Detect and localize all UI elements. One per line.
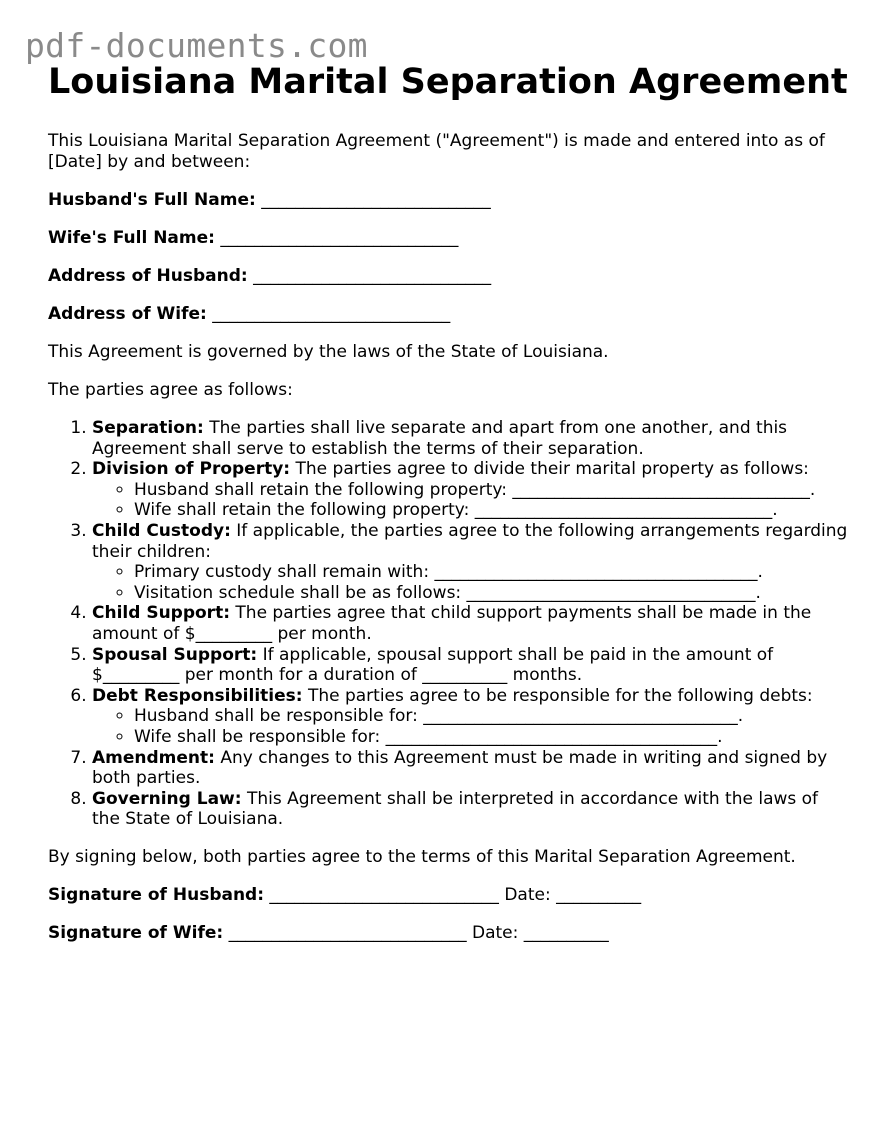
term-text: The parties agree to divide their marital property as follows: — [290, 459, 809, 480]
document-title: Louisiana Marital Separation Agreement — [48, 62, 848, 102]
term-amendment — [92, 748, 848, 789]
signature-blank[interactable]: ____________________________ — [223, 922, 467, 943]
term-heading: Amendment: — [92, 747, 215, 768]
sub-list — [92, 706, 848, 747]
sub-item: ◦ Visitation schedule shall be as follows: __________________________________. — [134, 583, 848, 604]
signature-label: Signature of Wife: — [48, 922, 224, 943]
term-child-custody — [92, 521, 848, 603]
closing-statement: By signing below, both parties agree to the terms of this Marital Separation Agreement. — [48, 846, 796, 867]
term-separation — [92, 418, 848, 459]
field-label: Address of Wife: — [48, 304, 207, 324]
signature-blank[interactable]: ___________________________ — [264, 884, 499, 905]
date-blank[interactable]: __________ — [556, 884, 642, 905]
blank-line[interactable]: ____________________________ — [247, 266, 492, 286]
term-text: The parties agree that child support payments shall be made in the amount of $_________ per month. — [92, 603, 812, 644]
term-text: Any changes to this Agreement must be made in writing and signed by both parties. — [92, 747, 828, 789]
sub-list — [92, 480, 848, 521]
wife-address-field — [48, 304, 848, 325]
terms-list — [48, 418, 848, 830]
blank-line[interactable]: ___________________________ — [255, 190, 491, 210]
term-child-support — [92, 603, 848, 644]
term-division-of-property — [92, 459, 848, 521]
blank-line[interactable]: ____________________________ — [206, 304, 451, 324]
date-label: Date: — [498, 884, 557, 905]
term-text: If applicable, spousal support shall be paid in the amount of $_________ per month for a duration of __________ months. — [92, 644, 774, 686]
term-text: This Agreement shall be interpreted in accordance with the laws of the State of Louisiana. — [92, 788, 819, 830]
date-label: Date: — [466, 922, 524, 943]
term-heading: Governing Law: — [92, 788, 242, 809]
term-heading: Child Support: — [92, 603, 230, 624]
term-heading: Spousal Support: — [92, 644, 258, 665]
term-text: The parties shall live separate and apart from one another, and this Agreement shall serve to establish the terms of their separation. — [92, 418, 788, 459]
field-label: Husband's Full Name: — [48, 190, 256, 210]
husband-name-field — [48, 190, 848, 211]
wife-signature-line — [48, 923, 848, 944]
term-heading: Debt Responsibilities: — [92, 685, 303, 706]
sub-item: ◦ Wife shall be responsible for: _______________________________________. — [134, 727, 848, 748]
term-debt-responsibilities — [92, 686, 848, 748]
document-body — [48, 61, 848, 944]
watermark-text: pdf-documents.com — [25, 26, 368, 65]
intro-paragraph: This Louisiana Marital Separation Agreement ("Agreement") is made and entered into as of [Date] by and between: — [48, 131, 825, 172]
husband-address-field — [48, 266, 848, 287]
sub-item: ◦ Husband shall retain the following property: ___________________________________. — [134, 480, 848, 501]
field-label: Wife's Full Name: — [48, 228, 215, 248]
term-text: The parties agree to be responsible for the following debts: — [302, 685, 813, 706]
sub-item: ◦ Primary custody shall remain with: ______________________________________. — [134, 562, 848, 583]
term-governing-law — [92, 789, 848, 830]
term-heading: Division of Property: — [92, 459, 291, 480]
governing-statement: This Agreement is governed by the laws of the State of Louisiana. — [48, 342, 609, 362]
term-text: If applicable, the parties agree to the following arrangements regarding their children: — [92, 520, 848, 562]
husband-signature-line — [48, 885, 848, 906]
date-blank[interactable]: __________ — [523, 922, 609, 943]
sub-list — [92, 562, 848, 603]
sub-item: ◦ Wife shall retain the following property: ___________________________________. — [134, 500, 848, 521]
agree-intro: The parties agree as follows: — [48, 380, 293, 400]
sub-item: ◦ Husband shall be responsible for: _____________________________________. — [134, 706, 848, 727]
field-label: Address of Husband: — [48, 266, 248, 286]
signature-label: Signature of Husband: — [48, 884, 265, 905]
wife-name-field — [48, 228, 848, 249]
term-spousal-support — [92, 645, 848, 686]
term-heading: Child Custody: — [92, 520, 231, 541]
blank-line[interactable]: ____________________________ — [214, 228, 459, 248]
term-heading: Separation: — [92, 418, 204, 438]
